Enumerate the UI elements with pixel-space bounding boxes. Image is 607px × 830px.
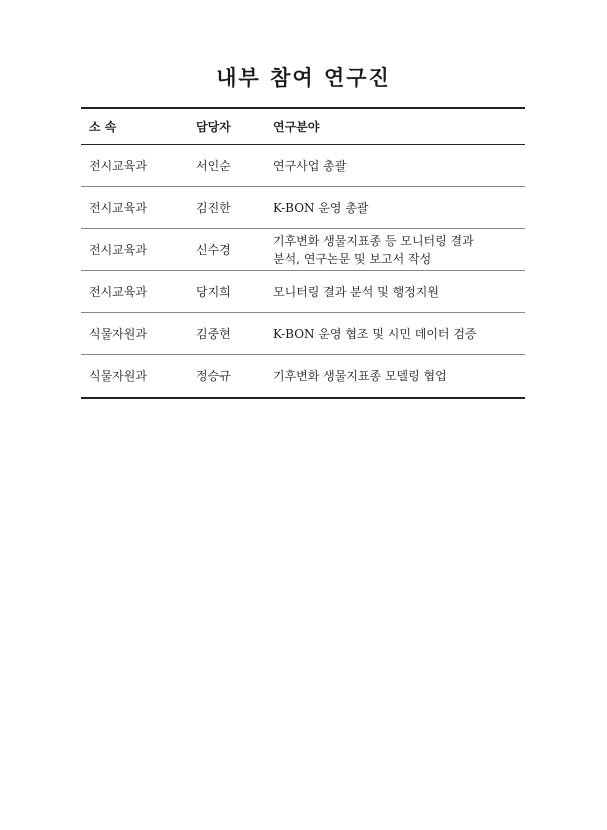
table-row: [81, 355, 525, 397]
person-cell: 당지희: [196, 284, 231, 299]
affiliation-cell: 전시교육과: [89, 158, 147, 173]
header-field: 연구분야: [273, 119, 320, 134]
person-cell: 서인순: [196, 158, 231, 173]
field-cell: [273, 199, 525, 217]
field-line: 연구사업 총괄: [273, 158, 347, 173]
field-line: 분석, 연구논문 및 보고서 작성: [273, 251, 432, 266]
affiliation-cell: 식물자원과: [89, 369, 147, 383]
field-line: K-BON 운영 총괄: [273, 200, 369, 215]
field-line: K-BON 운영 협조 및 시민 데이터 검증: [273, 326, 477, 341]
field-cell: [273, 232, 525, 268]
person-cell: 김진한: [196, 200, 231, 215]
table-row: [81, 187, 525, 229]
person-cell: 김중현: [196, 326, 231, 341]
person-cell: 신수경: [196, 242, 231, 257]
table-row: [81, 271, 525, 313]
field-line: 기후변화 생물지표종 모델링 협업: [273, 369, 447, 383]
field-cell: [273, 325, 525, 343]
table-row: [81, 229, 525, 271]
table-row: [81, 313, 525, 355]
field-cell: [273, 157, 525, 175]
affiliation-cell: 전시교육과: [89, 200, 147, 215]
field-cell: [273, 367, 525, 385]
affiliation-cell: 식물자원과: [89, 326, 147, 341]
affiliation-cell: 전시교육과: [89, 242, 147, 257]
field-cell: [273, 283, 525, 301]
affiliation-cell: 전시교육과: [89, 284, 147, 299]
person-cell: 정승규: [196, 369, 231, 383]
field-line: 기후변화 생물지표종 등 모니터링 결과: [273, 233, 474, 248]
field-line: 모니터링 결과 분석 및 행정지원: [273, 284, 439, 299]
table-row: [81, 145, 525, 187]
table-header-row: [81, 109, 525, 145]
header-person: 담당자: [196, 119, 231, 134]
header-affiliation: 소 속: [89, 119, 117, 134]
page-title: 내부 참여 연구진: [216, 65, 391, 90]
research-team-table: [81, 107, 525, 399]
